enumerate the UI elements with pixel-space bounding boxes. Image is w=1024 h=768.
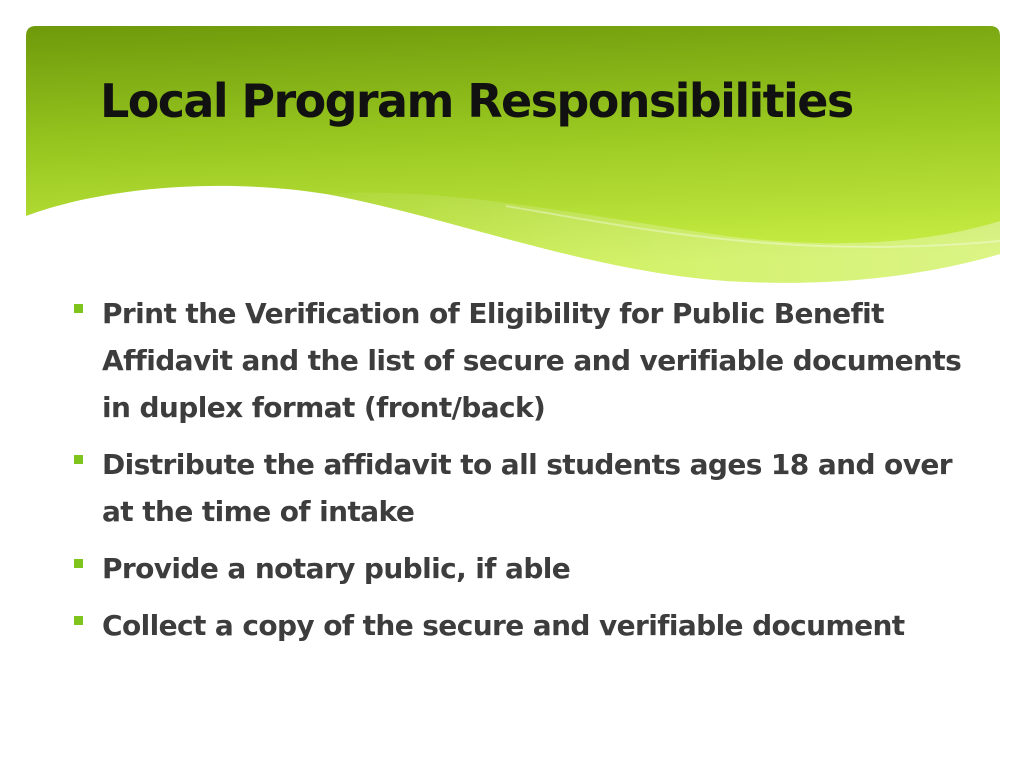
bullet-item <box>72 602 992 649</box>
bullet-text: Provide a notary public, if able <box>102 552 571 585</box>
square-bullet-icon <box>74 455 83 464</box>
square-bullet-icon <box>74 616 83 625</box>
square-bullet-icon <box>74 304 83 313</box>
bullet-text: Print the Verification of Eligibility for Public Benefit Affidavit and the list of secure and verifiable documents in duplex format (front/back) <box>102 297 962 424</box>
bullet-item <box>72 290 992 431</box>
header-wave-banner <box>26 26 1000 286</box>
bullet-item <box>72 441 992 535</box>
slide-title: Local Program Responsibilities <box>100 74 853 128</box>
square-bullet-icon <box>74 559 83 568</box>
bullet-list <box>72 290 992 659</box>
bullet-text: Distribute the affidavit to all students ages 18 and over at the time of intake <box>102 448 952 528</box>
bullet-text: Collect a copy of the secure and verifiable document <box>102 609 905 642</box>
bullet-item <box>72 545 992 592</box>
